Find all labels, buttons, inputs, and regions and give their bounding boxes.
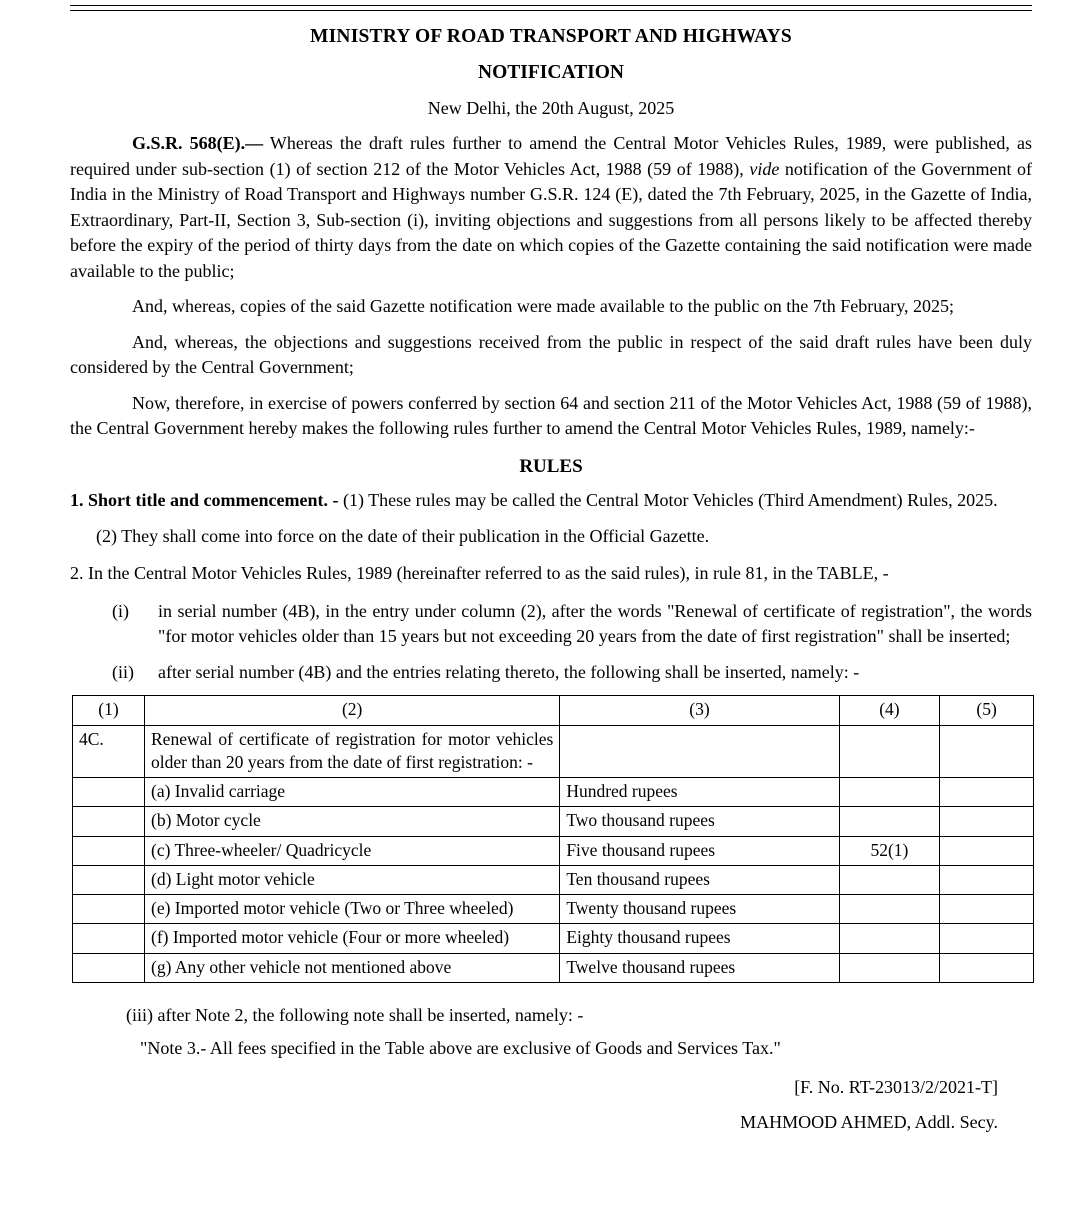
ministry-title: MINISTRY OF ROAD TRANSPORT AND HIGHWAYS	[310, 26, 792, 47]
table-main-entry: Renewal of certificate of registration for motor vehicles older than 20 years from the date of first registration: -	[145, 725, 560, 778]
dateline: New Delhi, the 20th August, 2025	[427, 98, 675, 118]
table-desc-d: (d) Light motor vehicle	[145, 865, 560, 894]
table-serial-blank	[73, 924, 145, 953]
table-header-row	[73, 696, 1034, 725]
table-serial-blank	[73, 836, 145, 865]
table-header-col2: (2)	[145, 696, 560, 725]
table-serial-blank	[73, 778, 145, 807]
table-fee-e: Twenty thousand rupees	[560, 895, 839, 924]
table-serial-blank	[73, 807, 145, 836]
gsr-number: G.S.R. 568(E).—	[132, 133, 264, 153]
rule-2-lead: 2. In the Central Motor Vehicles Rules, 1989 (hereinafter referred to as the said rules), in rule 81, in the TABLE, -	[70, 563, 889, 584]
clause-i-marker: (i)	[112, 600, 129, 621]
table-row	[73, 836, 1034, 865]
table-col4-blank-f	[839, 924, 940, 953]
table-col5-blank-e	[940, 895, 1034, 924]
clause-i-text: in serial number (4B), in the entry under column (2), after the words "Renewal of certificate of registration", the words "for motor vehicles older than 15 years but not exceeding 20 years from the date of first registration" shall be inserted;	[158, 600, 1032, 647]
clause-ii	[70, 660, 1032, 686]
table-header-col5: (5)	[940, 696, 1034, 725]
header-rule-bottom	[70, 10, 1032, 11]
paragraph-whereas-copies: And, whereas, copies of the said Gazette notification were made available to the public on the 7th February, 2025;	[132, 296, 955, 317]
table-col5-blank-b	[940, 807, 1034, 836]
paragraph-objections: And, whereas, the objections and suggestions received from the public in respect of the said draft rules have been duly considered by the Central Government;	[70, 331, 1032, 378]
table-fee-blank-1	[560, 725, 839, 778]
table-row	[73, 865, 1034, 894]
table-col4-blank-a	[839, 778, 940, 807]
table-row	[73, 778, 1034, 807]
document-header	[70, 0, 1032, 119]
table-fee-a: Hundred rupees	[560, 778, 839, 807]
clause-ii-marker: (ii)	[112, 661, 134, 682]
table-row	[73, 924, 1034, 953]
signatory: MAHMOOD AHMED, Addl. Secy.	[740, 1111, 998, 1132]
header-rule-top	[70, 5, 1032, 6]
table-col5-blank-d	[940, 865, 1034, 894]
rule-1-subclause-2: (2) They shall come into force on the date of their publication in the Official Gazette.	[96, 525, 710, 546]
table-row	[73, 807, 1034, 836]
table-serial-blank	[73, 865, 145, 894]
header-rules	[70, 5, 1032, 13]
table-fee-d: Ten thousand rupees	[560, 865, 839, 894]
table-header-col4: (4)	[839, 696, 940, 725]
table-col4-blank-e	[839, 895, 940, 924]
paragraph-gsr	[70, 131, 1032, 284]
rule-1	[70, 488, 1032, 514]
table-desc-a: (a) Invalid carriage	[145, 778, 560, 807]
table-rule-reference: 52(1)	[839, 836, 940, 865]
table-col4-blank-g	[839, 953, 940, 982]
table-col4-blank-top	[839, 725, 940, 778]
paragraph-now-therefore: Now, therefore, in exercise of powers conferred by section 64 and section 211 of the Motor Vehicles Act, 1988 (59 of 1988), the Central Government hereby makes the following rules further to amend the Central Motor Vehicles Rules, 1989, namely:-	[70, 392, 1032, 439]
table-col5-blank-a	[940, 778, 1034, 807]
fee-table	[72, 695, 1034, 983]
table-row	[73, 725, 1034, 778]
file-number: [F. No. RT-23013/2/2021-T]	[794, 1076, 998, 1097]
table-serial-blank	[73, 953, 145, 982]
vide-word: vide	[749, 158, 780, 179]
gsr-text-part1: Whereas the draft rules further to amend the Central Motor Vehicles Rules, 1989, were published, as required under sub-section (1) of section 212 of the Motor Vehicles Act, 1988 (59 of 1988),	[70, 133, 1032, 179]
table-fee-f: Eighty thousand rupees	[560, 924, 839, 953]
table-col4-blank-b	[839, 807, 940, 836]
table-desc-e: (e) Imported motor vehicle (Two or Three wheeled)	[145, 895, 560, 924]
table-header-col1: (1)	[73, 696, 145, 725]
notification-heading: NOTIFICATION	[478, 62, 624, 83]
table-col5-blank-f	[940, 924, 1034, 953]
table-row	[73, 953, 1034, 982]
table-serial-number: 4C.	[73, 725, 145, 778]
table-row	[73, 895, 1034, 924]
gsr-text-part2: notification of the Government of India in the Ministry of Road Transport and Highways number G.S.R. 124 (E), dated the 7th February, 2025, in the Gazette of India, Extraordinary, Part-II, Section 3, Sub-section (i), inviting objections and suggestions from all persons likely to be affected thereby before the expiry of the period of thirty days from the date on which copies of the Gazette containing the said notification were made available to the public;	[70, 158, 1032, 281]
clause-ii-text: after serial number (4B) and the entries relating thereto, the following shall be inserted, namely: -	[158, 661, 860, 682]
table-desc-f: (f) Imported motor vehicle (Four or more wheeled)	[145, 924, 560, 953]
table-fee-b: Two thousand rupees	[560, 807, 839, 836]
table-col4-blank-d	[839, 865, 940, 894]
clause-i	[70, 599, 1032, 650]
table-fee-g: Twelve thousand rupees	[560, 953, 839, 982]
table-desc-g: (g) Any other vehicle not mentioned above	[145, 953, 560, 982]
table-desc-c: (c) Three-wheeler/ Quadricycle	[145, 836, 560, 865]
rule-1-text: (1) These rules may be called the Central Motor Vehicles (Third Amendment) Rules, 2025.	[338, 490, 998, 511]
table-desc-b: (b) Motor cycle	[145, 807, 560, 836]
table-col5-blank-1	[940, 725, 1034, 778]
table-header-col3: (3)	[560, 696, 839, 725]
rules-heading: RULES	[519, 456, 583, 478]
clause-iii: (iii) after Note 2, the following note shall be inserted, namely: -	[126, 1004, 584, 1025]
note-3: "Note 3.- All fees specified in the Table above are exclusive of Goods and Services Tax."	[140, 1037, 781, 1058]
table-col5-blank-c	[940, 836, 1034, 865]
rule-1-title: 1. Short title and commencement. -	[70, 490, 339, 511]
table-fee-c: Five thousand rupees	[560, 836, 839, 865]
table-col5-blank-g	[940, 953, 1034, 982]
table-serial-blank	[73, 895, 145, 924]
